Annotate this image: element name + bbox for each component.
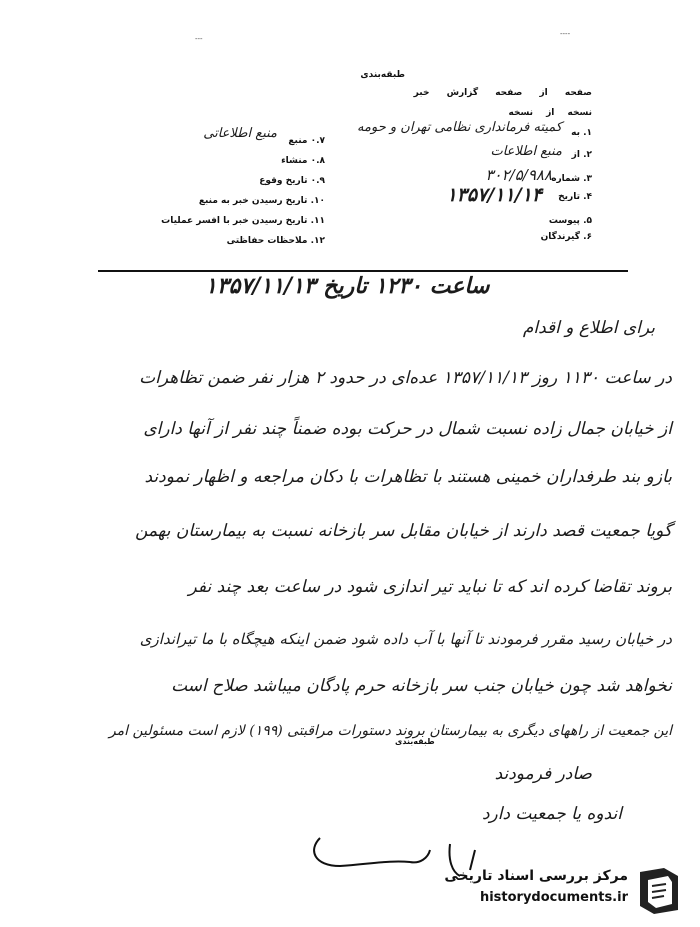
form-value: ۳۰۲/۵/۹۸۸ [485,166,552,184]
time-line: ساعت ۱۲۳۰ تاریخ ۱۳۵۷/۱۱/۱۳ [205,273,490,299]
body-line: در ساعت ۱۱۳۰ روز ۱۳۵۷/۱۱/۱۳ عده‌ای در حدود ۲ هزار نفر ضمن تظاهرات [139,368,672,388]
top-right-mark: ---- [560,30,571,38]
body-line: بروند تقاضا کرده اند که تا نباید تیر اندازی شود در ساعت بعد چند نفر [188,577,672,597]
form-field-received-source [125,192,325,212]
form-field-from [332,146,592,168]
form-label: ۵. پیوست [548,216,592,226]
body-line: گویا جمعیت قصد دارند از خیابان مقابل سر بازخانه نسبت به بیمارستان بهمن [135,521,672,541]
body-line: بازو بند طرفداران خمینی هستند با تظاهرات با دکان مراجعه و اظهار نمودند [144,467,672,487]
form-label: ۶. گیرندگان [540,232,592,242]
copy-line: نسخه از نسخه [508,108,592,118]
form-field-date [332,184,592,210]
form-field-attachment [332,210,592,226]
form-label: ۱۲. ملاحظات حفاظتی [226,236,325,246]
form-label: ۱۱. تاریخ رسیدن خبر با افسر عملیات [161,216,325,226]
form-field-received-officer [125,212,325,232]
form-label: ۱. به [571,128,592,138]
archive-logo-icon [634,864,684,916]
classification-label: طبقه‌بندی [360,70,405,80]
form-left [125,126,325,252]
top-left-mark: --- [195,35,203,43]
body-text [22,350,672,834]
form-field-occurrence-date [125,172,325,192]
body-line: صادر فرمودند [494,764,592,784]
body-line: اندوه یا جمعیت دارد [481,804,622,824]
body-line: از خیابان جمال زاده نسبت شمال در حرکت بوده ضمناً چند نفر از آنها دارای [143,419,672,439]
margin-note: طبقه‌بندی [395,737,435,746]
header-divider [98,270,628,272]
form-label: ۰.۸ منشاء [281,156,325,166]
form-field-source [125,126,325,152]
form-field-origin [125,152,325,172]
form-label: ۰.۷ منبع [288,136,325,146]
watermark-site-name: مرکز بررسی اسناد تاریخی [444,868,628,884]
form-field-security-notes [125,232,325,252]
page-line: صفحه از صفحه گزارش خبر [413,88,592,98]
watermark [380,860,690,920]
body-line: نخواهد شد چون خیابان جنب سر بازخانه حرم پادگان میباشد صلاح است [171,676,672,696]
salutation: برای اطلاع و اقدام [522,318,655,338]
body-line: در خیابان رسید مقرر فرمودند تا آنها با آب داده شود ضمن اینکه هیچگاه با ما تیراندازی [139,630,672,648]
form-label: ۴. تاریخ [558,192,592,202]
form-field-to [332,122,592,146]
form-label: ۰.۹ تاریخ وقوع [259,176,325,186]
form-value: منبع اطلاعات [490,144,562,159]
form-label: ۱۰. تاریخ رسیدن خبر به منبع [198,196,325,206]
form-right [332,122,592,242]
watermark-url: historydocuments.ir [479,890,628,905]
form-value: کمیته فرمانداری نظامی تهران و حومه [357,120,562,135]
form-label: ۳. شماره [551,174,592,184]
form-value: ۱۳۵۷/۱۱/۱۴ [446,184,542,206]
form-field-recipients [332,226,592,242]
form-label: ۲. از [571,150,592,160]
body-line: این جمعیت از راههای دیگری به بیمارستان بروند دستورات مراقبتی (۱۹۹) لازم است مسئولین امر [108,723,672,739]
form-value: منبع اطلاعاتی [203,126,277,141]
